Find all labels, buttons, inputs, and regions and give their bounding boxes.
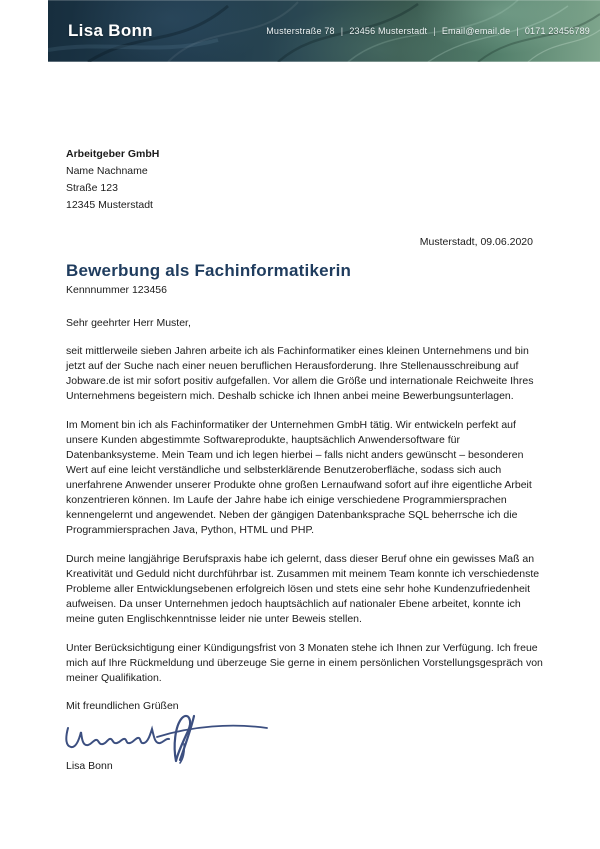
paragraph-availability: Unter Berücksichtigung einer Kündigungsfrist von 3 Monaten stehe ich Ihnen zur Verfügung. Ich freue mich auf Ihre Rückmeldung und überzeuge Sie gerne in einem persönlichen Vorstellungsgespräch von meiner Qualifikation. — [66, 642, 543, 684]
closing-block — [66, 700, 272, 772]
sender-name: Lisa Bonn — [68, 21, 153, 40]
sender-contact-line — [266, 26, 590, 36]
contact-separator: | — [516, 26, 519, 36]
reference-number: Kennnummer 123456 — [66, 284, 167, 296]
contact-separator: | — [340, 26, 344, 36]
signer-name: Lisa Bonn — [66, 760, 113, 772]
sender-phone: 0171 23456789 — [524, 26, 590, 36]
closing-greeting: Mit freundlichen Grüßen — [66, 700, 179, 712]
date-line: Musterstadt, 09.06.2020 — [419, 236, 533, 248]
paragraph-skills: Durch meine langjährige Berufspraxis habe ich gelernt, dass dieser Beruf ohne ein gewisses Maß an Kreativität und Geduld nicht durchführbar ist. Zusammen mit meinem Team konnte ich verschiedenste Probleme aller Entwicklungsebenen erfolgreich lösen und stets eine sehr hohe Kundenzufriedenheit aufweisen. Da unser Unternehmen jedoch hauptsächlich auf nationaler Ebene arbeitet, konnte ich meine guten Englischkenntnisse leider nie unter Beweis stellen. — [66, 553, 540, 625]
paragraph-introduction: seit mittlerweile sieben Jahren arbeite ich als Fachinformatiker eines kleinen Unternehmens und bin jetzt auf der Suche nach einer neuen beruflichen Herausforderung. Ihre Stellenausschreibung auf Jobware.de ist mir sofort positiv aufgefallen. Vor allem die Größe und internationale Reichweite Ihres Unternehmens begeistern mich. Deshalb schicke ich Ihnen anbei meine Bewerbungsunterlagen. — [66, 345, 534, 402]
sender-city: 23456 Musterstadt — [349, 26, 428, 36]
salutation: Sehr geehrter Herr Muster, — [66, 317, 191, 329]
sender-email: Email@email.de — [441, 26, 511, 36]
recipient-street: Straße 123 — [66, 182, 118, 194]
recipient-company: Arbeitgeber GmbH — [66, 148, 160, 160]
recipient-city: 12345 Musterstadt — [66, 199, 153, 211]
subject-block — [66, 261, 546, 296]
subject-title: Bewerbung als Fachinformatikerin — [66, 261, 352, 280]
contact-separator: | — [433, 26, 436, 36]
handwritten-signature-icon — [62, 714, 272, 764]
recipient-address-block — [66, 146, 159, 214]
letterhead-banner — [48, 0, 600, 62]
paragraph-current-role: Im Moment bin ich als Fachinformatiker der Unternehmen GmbH tätig. Wir entwickeln perfekt auf unsere Kunden abgestimmte Softwareprodukte, hauptsächlich Anwendersoftware für Datenbanksysteme. Mein Team und ich legen hierbei – falls nicht anders gewünscht – besonderen Wert auf eine leicht verständliche und selbsterklärende Benutzeroberfläche, sodass sich auch unerfahrene Anwender unserer Produkte ohne großen Lernaufwand sofort auf ihre eigentliche Arbeit konzentrieren können. Im Laufe der Jahre habe ich einige verschiedene Programmiersprachen kennengelernt und angewendet. Neben der gängigen Datenbanksprache SQL beherrsche ich die Programmiersprachen Java, Python, HTML und PHP. — [66, 419, 532, 536]
letter-body — [66, 344, 547, 700]
sender-street: Musterstraße 78 — [266, 26, 335, 36]
recipient-contact-person: Name Nachname — [66, 165, 148, 177]
